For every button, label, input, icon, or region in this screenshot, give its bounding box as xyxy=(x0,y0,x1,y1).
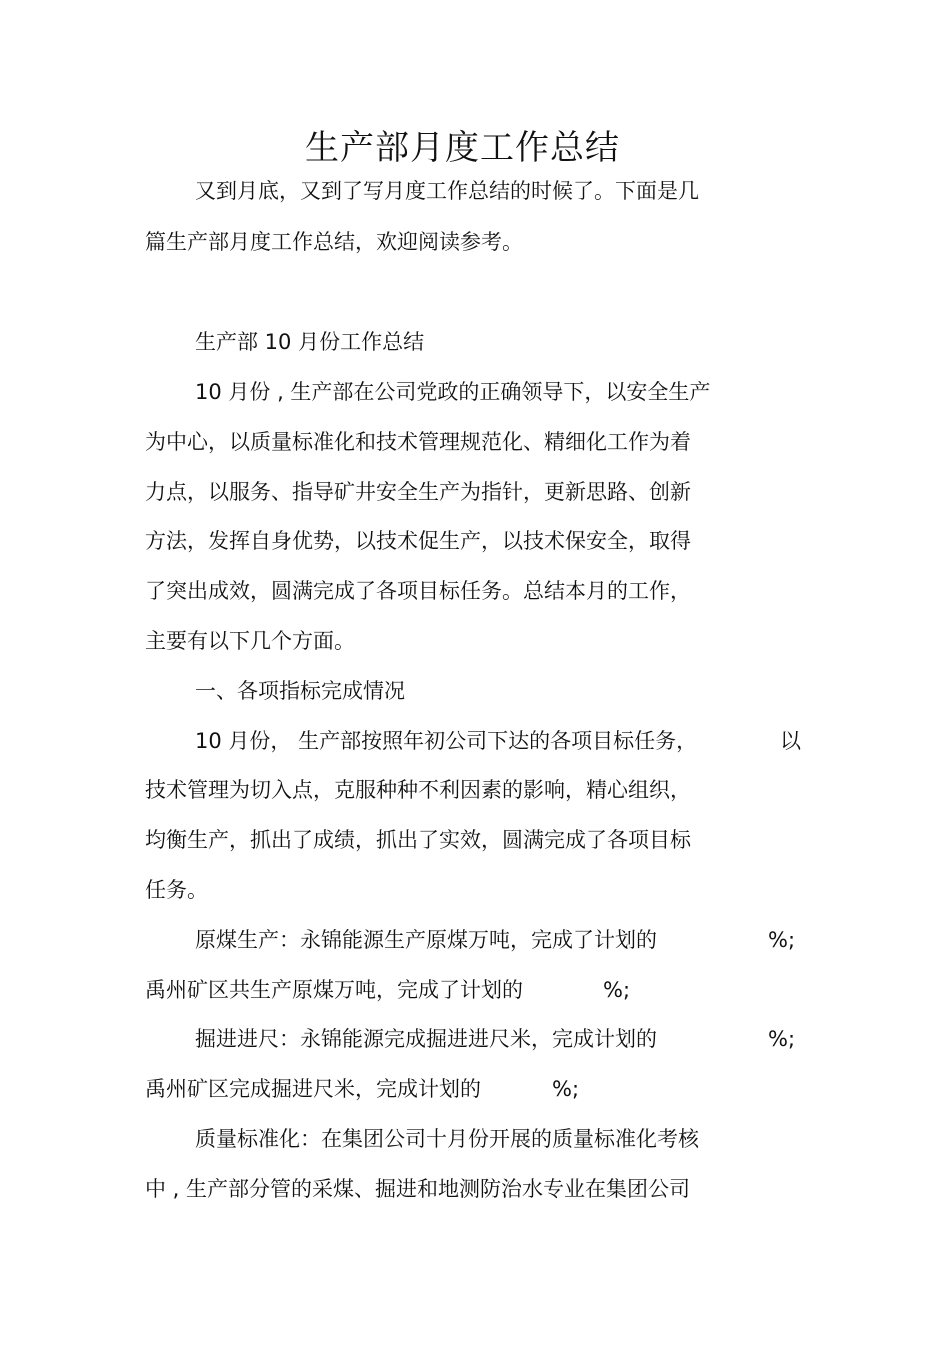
paragraph-line: 均衡生产，抓出了成绩，抓出了实效，圆满完成了各项目标 xyxy=(145,828,691,852)
intro-line-1: 又到月底，又到了写月度工作总结的时候了。下面是几 xyxy=(195,179,699,203)
quality-line: 质量标准化：在集团公司十月份开展的质量标准化考核 xyxy=(195,1127,699,1151)
document-title: 生产部月度工作总结 xyxy=(305,128,620,168)
paragraph-line: 主要有以下几个方面。 xyxy=(145,629,355,653)
paragraph-line: 10 月份， 生产部按照年初公司下达的各项目标任务， xyxy=(195,729,698,753)
paragraph-line: 方法，发挥自身优势，以技术促生产，以技术保安全，取得 xyxy=(145,529,691,553)
paragraph-line-tail: 以 xyxy=(780,729,801,753)
subheading: 一、各项指标完成情况 xyxy=(195,679,405,703)
tunneling-line: 掘进进尺：永锦能源完成掘进进尺米，完成计划的 xyxy=(195,1027,657,1051)
paragraph-line: 10 月份 , 生产部在公司党政的正确领导下，以安全生产 xyxy=(195,380,711,404)
percent-sign: %; xyxy=(768,1027,796,1051)
section-heading: 生产部 10 月份工作总结 xyxy=(195,330,425,354)
coal-output-line: 禹州矿区共生产原煤万吨，完成了计划的 xyxy=(145,978,523,1002)
intro-line-2: 篇生产部月度工作总结，欢迎阅读参考。 xyxy=(145,230,523,254)
percent-sign: %; xyxy=(768,928,796,952)
percent-sign: %; xyxy=(552,1077,580,1101)
percent-sign: %; xyxy=(603,978,631,1002)
tunneling-line: 禹州矿区完成掘进尺米，完成计划的 xyxy=(145,1077,481,1101)
paragraph-line: 任务。 xyxy=(145,878,208,902)
paragraph-line: 为中心，以质量标准化和技术管理规范化、精细化工作为着 xyxy=(145,430,691,454)
paragraph-line: 技术管理为切入点，克服种种不利因素的影响，精心组织， xyxy=(145,778,691,802)
paragraph-line: 了突出成效，圆满完成了各项目标任务。总结本月的工作， xyxy=(145,579,691,603)
coal-output-line: 原煤生产：永锦能源生产原煤万吨，完成了计划的 xyxy=(195,928,657,952)
paragraph-line: 力点，以服务、指导矿井安全生产为指针，更新思路、创新 xyxy=(145,480,691,504)
quality-line: 中 , 生产部分管的采煤、掘进和地测防治水专业在集团公司 xyxy=(145,1177,691,1201)
